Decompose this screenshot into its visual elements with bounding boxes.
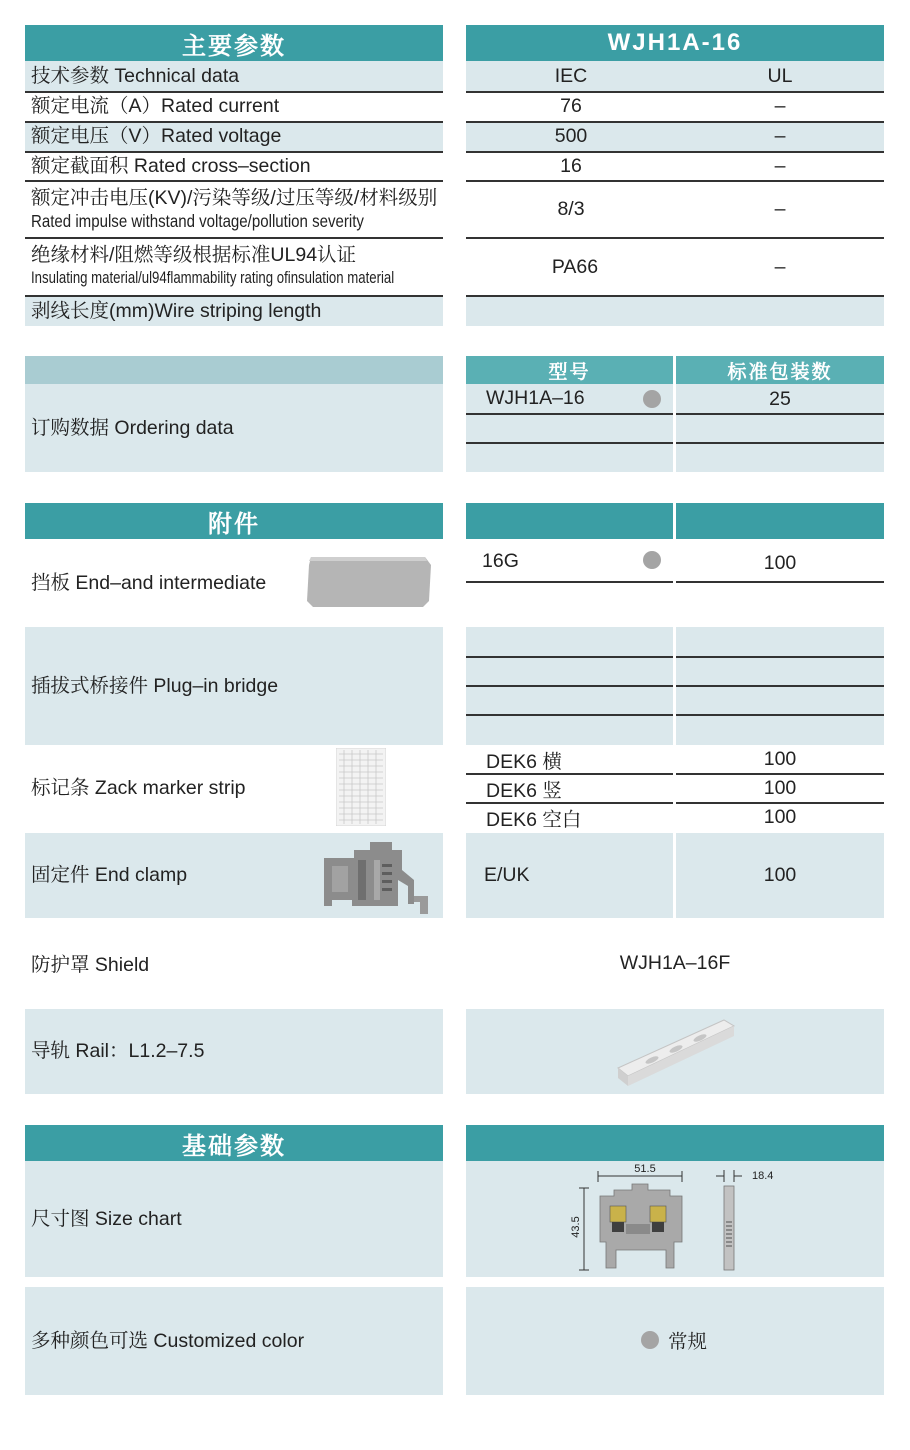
din-rail-icon [612, 1016, 738, 1088]
shield-model: WJH1A–16F [619, 952, 731, 974]
tech-data-label: 技术参数 Technical data [31, 64, 240, 87]
marker-strip-icon [336, 748, 386, 826]
model-column-header: 型号 [466, 356, 673, 384]
divider [466, 581, 673, 583]
accessories-title: 附件 [25, 503, 443, 539]
impulse-voltage-label-cn: 额定冲击电压(KV)/污染等级/过压等级/材料级别 [31, 186, 438, 209]
wire-striping-label: 剥线长度(mm)Wire striping length [31, 299, 322, 322]
insulating-material-ul: – [774, 255, 786, 278]
end-plate-model: 16G [482, 549, 519, 572]
end-clamp-label: 固定件 End clamp [31, 864, 188, 886]
divider [466, 656, 673, 658]
insulating-material-iec: PA66 [551, 255, 599, 278]
marker-qty-2: 100 [763, 777, 797, 799]
gray-color-dot-icon [641, 1331, 659, 1349]
marker-strip-label: 标记条 Zack marker strip [31, 776, 246, 799]
gray-color-dot-icon [643, 390, 661, 408]
dimension-height: 43.5 [570, 1216, 582, 1238]
dimension-depth: 18.4 [752, 1170, 774, 1182]
gray-color-dot-icon [643, 551, 661, 569]
rail-image [612, 1016, 738, 1088]
insulating-material-label [25, 239, 443, 295]
impulse-voltage-label [25, 182, 443, 237]
color-value: 常规 [668, 1331, 708, 1353]
marker-model-2: DEK6 竖 [486, 779, 562, 802]
ordering-pack: 25 [769, 388, 791, 410]
rated-voltage-label: 额定电压（V）Rated voltage [31, 124, 282, 147]
end-clamp-qty: 100 [763, 864, 797, 886]
divider [466, 685, 673, 687]
divider [676, 685, 884, 687]
plug-bridge-label: 插拔式桥接件 Plug–in bridge [31, 674, 279, 697]
cross-section-iec: 16 [560, 154, 582, 177]
ordering-data-label: 订购数据 Ordering data [31, 416, 234, 439]
end-plate-qty: 100 [763, 551, 797, 574]
accessories-header-left [466, 503, 673, 539]
end-plate-label: 挡板 End–and intermediate [31, 571, 267, 594]
dimension-width: 51.5 [634, 1163, 656, 1175]
end-plate-image [307, 557, 431, 607]
ul-header: UL [767, 64, 793, 87]
rated-current-label: 额定电流（A）Rated current [31, 94, 280, 117]
divider [466, 413, 673, 415]
end-plate-icon [307, 557, 431, 607]
cross-section-ul: – [774, 154, 786, 177]
divider [676, 656, 884, 658]
marker-qty-3: 100 [763, 806, 797, 828]
end-clamp-model: E/UK [484, 864, 530, 886]
accessories-header-right [676, 503, 884, 539]
rated-voltage-ul: – [774, 124, 786, 147]
ordering-header-band [25, 356, 443, 384]
marker-qty-1: 100 [763, 748, 797, 770]
impulse-voltage-ul: – [774, 198, 786, 220]
rated-current-ul: – [774, 94, 786, 117]
divider [676, 442, 884, 444]
model-title: WJH1A-16 [466, 25, 884, 61]
row-band [466, 296, 884, 326]
marker-strip-image [336, 748, 386, 826]
impulse-voltage-iec: 8/3 [557, 198, 585, 220]
end-clamp-icon [322, 840, 444, 916]
insulating-material-label-cn: 绝缘材料/阻燃等级根据标准UL94认证 [31, 244, 357, 266]
shield-label: 防护罩 Shield [31, 954, 150, 976]
pack-column-header: 标准包装数 [676, 356, 884, 384]
cross-section-label: 额定截面积 Rated cross–section [31, 154, 311, 177]
impulse-voltage-label-en: Rated impulse withstand voltage/pollution severity [31, 210, 364, 231]
divider [676, 581, 884, 583]
customized-color-label: 多种颜色可选 Customized color [31, 1329, 305, 1352]
ordering-model: WJH1A–16 [486, 387, 585, 409]
basic-params-title: 基础参数 [25, 1125, 443, 1161]
divider [466, 295, 884, 297]
marker-model-1: DEK6 横 [486, 750, 562, 773]
size-chart-diagram [570, 1164, 780, 1274]
end-clamp-image [322, 840, 444, 916]
marker-model-3: DEK6 空白 [486, 808, 582, 831]
rated-voltage-iec: 500 [554, 124, 588, 147]
divider [466, 442, 673, 444]
rated-current-iec: 76 [560, 94, 582, 117]
divider [466, 714, 673, 716]
iec-header: IEC [554, 64, 588, 87]
divider [676, 714, 884, 716]
insulating-material-label-en: Insulating material/ul94flammability rating ofinsulation material [31, 269, 395, 287]
main-params-title: 主要参数 [25, 25, 443, 61]
rail-label: 导轨 Rail：L1.2–7.5 [31, 1040, 205, 1062]
terminal-block-drawing-icon [570, 1164, 780, 1274]
basic-params-header-right [466, 1125, 884, 1161]
size-chart-label: 尺寸图 Size chart [31, 1207, 182, 1230]
